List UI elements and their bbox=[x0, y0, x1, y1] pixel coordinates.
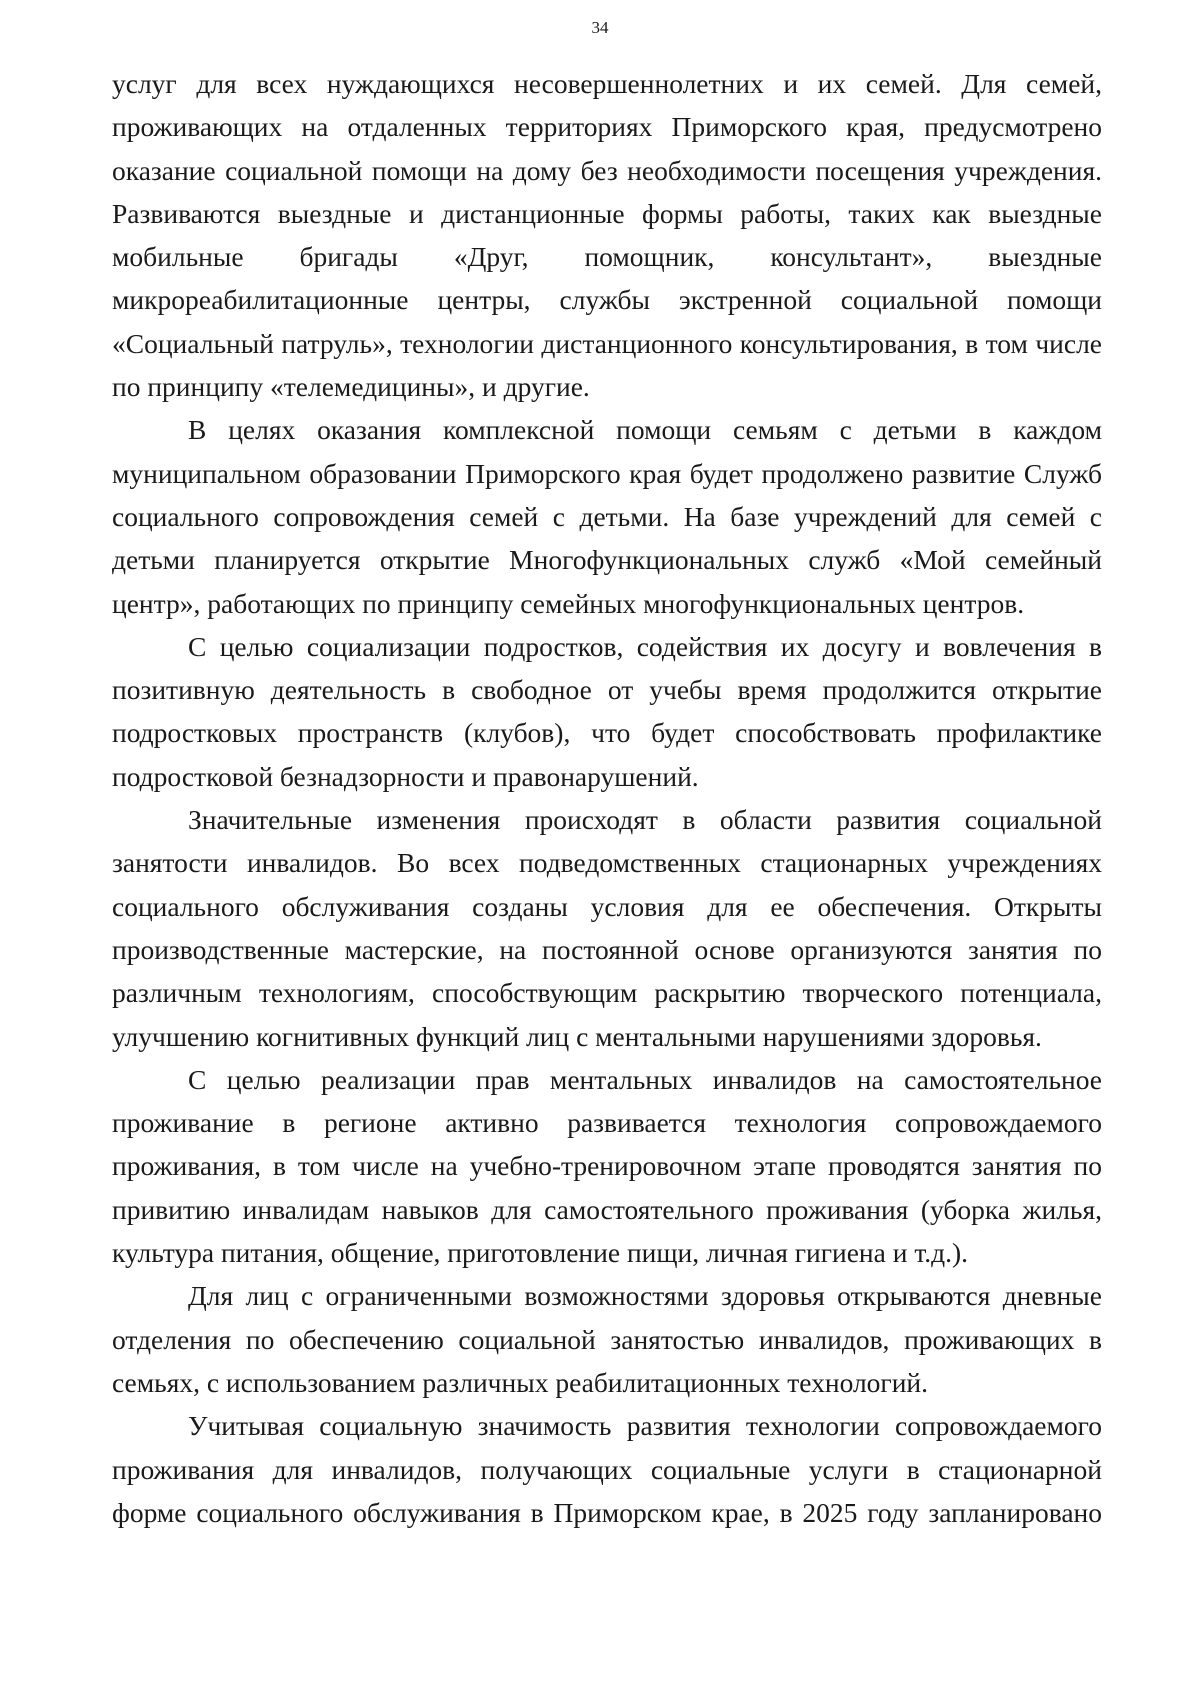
paragraph-supported-living: С целью реализации прав ментальных инвалидов на самостоятельное проживание в регионе активно развивается технология сопровождаемого проживания, в том числе на учебно-тренировочном этапе проводятся занятия по привитию инвалидам навыков для самостоятельного проживания (уборка жилья, культура питания, общение, приготовление пищи, личная гигиена и т.д.). bbox=[112, 1063, 1102, 1269]
paragraph-day-departments: Для лиц с ограниченными возможностями здоровья открываются дневные отделения по обеспечению социальной занятостью инвалидов, проживающих в семьях, с использованием различных реабилитационных технологий. bbox=[112, 1280, 1102, 1398]
paragraph-continued: услуг для всех нуждающихся несовершеннолетних и их семей. Для семей, проживающих на отдаленных территориях Приморского края, предусмотрено оказание социальной помощи на дому без необходимости посещения учреждения. Развиваются выездные и дистанционные формы работы, таких как выездные мобильные бригады «Друг, помощник, консультант», выездные микрореабилитационные центры, службы экстренной социальной помощи «Социальный патруль», технологии дистанционного консультирования, в том числе по принципу «телемедицины», и другие. bbox=[112, 68, 1102, 403]
paragraph-family-support-services: В целях оказания комплексной помощи семьям с детьми в каждом муниципальном образовании Приморского края будет продолжено развитие Служб социального сопровождения семей с детьми. На базе учреждений для семей с детьми планируется открытие Многофункциональных служб «Мой семейный центр», работающих по принципу семейных многофункциональных центров. bbox=[112, 414, 1102, 619]
paragraph-social-employment: Значительные изменения происходят в области развития социальной занятости инвалидов. Во всех подведомственных стационарных учреждениях социального обслуживания созданы условия для ее обеспечения. Открыты производственные мастерские, на постоянной основе организуются занятия по различным технологиям, способствующим раскрытию творческого потенциала, улучшению когнитивных функций лиц с ментальными нарушениями здоровья. bbox=[112, 804, 1102, 1052]
paragraph-2025-plan: Учитывая социальную значимость развития технологии сопровождаемого проживания для инвалидов, получающих социальные услуги в стационарной форме социального обслуживания в Приморском крае, в 2025 году запланировано bbox=[112, 1410, 1102, 1528]
page-number: 34 bbox=[591, 18, 609, 37]
paragraph-teen-clubs: С целью социализации подростков, содействия их досугу и вовлечения в позитивную деятельность в свободное от учебы время продолжится открытие подростковых пространств (клубов), что будет способствовать профилактике подростковой безнадзорности и правонарушений. bbox=[112, 630, 1102, 792]
document-body bbox=[112, 62, 1102, 1534]
